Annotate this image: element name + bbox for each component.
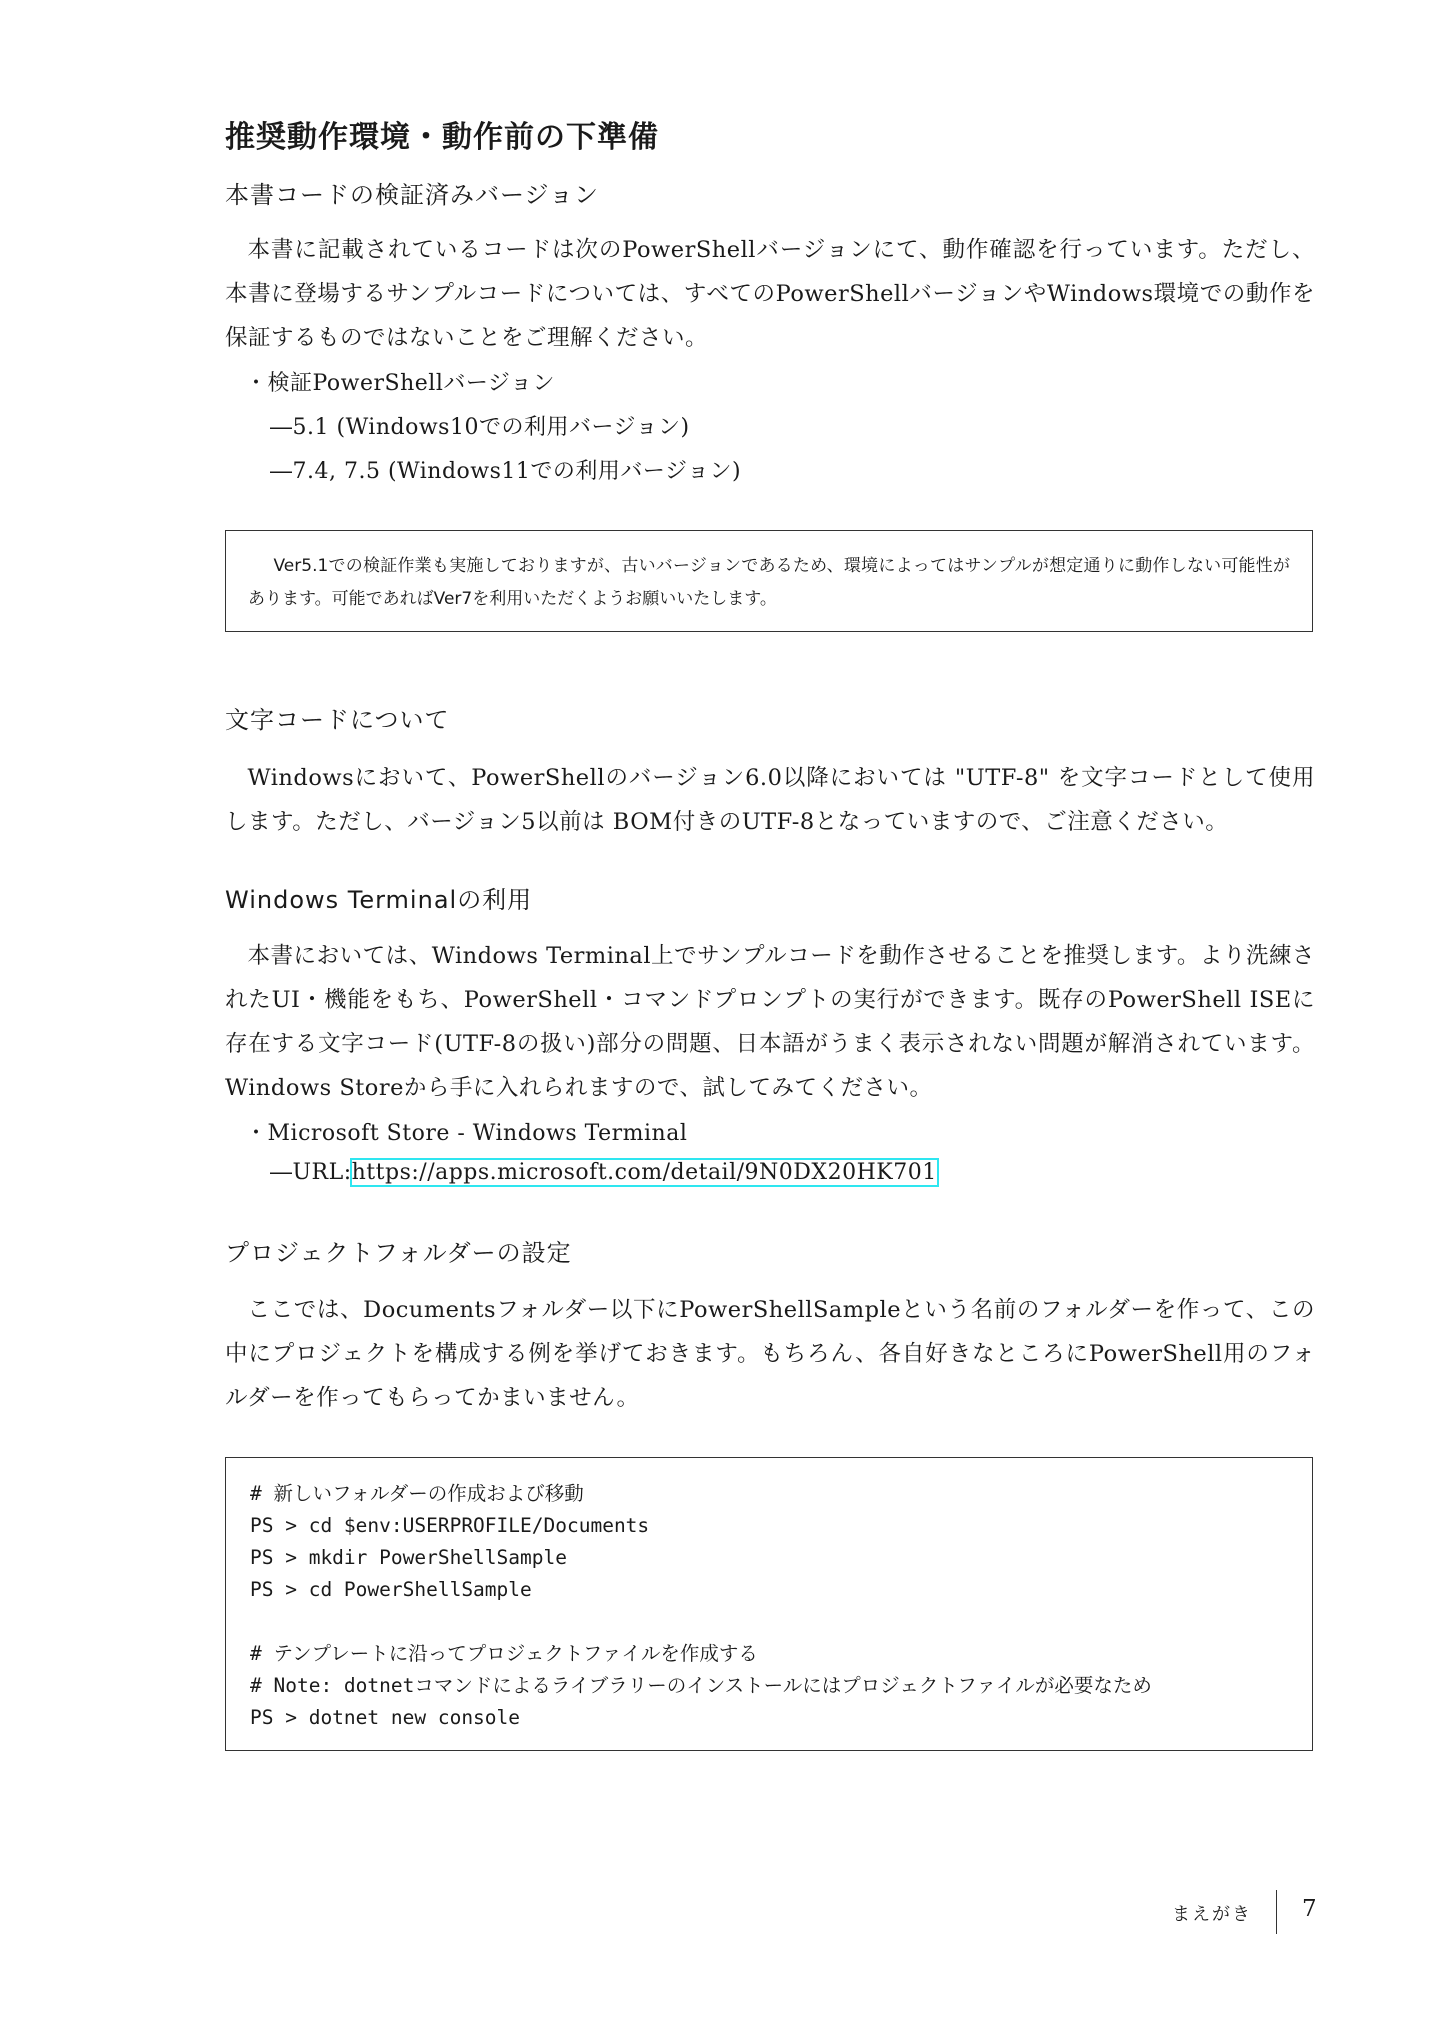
code-line [250, 1606, 1288, 1638]
url-line [270, 1160, 937, 1185]
version-note-text: Ver5.1での検証作業も実施しておりますが、古いバージョンであるため、環境によってはサンプルが想定通りに動作しない可能性があります。可能であればVer7を利用いただくようお願いいたします。 [248, 556, 1290, 609]
paragraph-project-folder: ここでは、Documentsフォルダー以下にPowerShellSampleという名前のフォルダーを作って、この中にプロジェクトを構成する例を挙げておきます。もちろん、各自好きなところにPowerShell用のフォルダーを作ってもらってかまいません。 [225, 1297, 1315, 1411]
code-line: PS > mkdir PowerShellSample [250, 1546, 567, 1569]
bullet-verified-powershell: ・検証PowerShellバージョン [245, 371, 555, 396]
code-line: PS > dotnet new console [250, 1706, 521, 1729]
code-block [225, 1457, 1313, 1751]
code-line: # Note: dotnetコマンドによるライブラリーのインストールにはプロジェクトファイルが必要なため [250, 1674, 1152, 1697]
sub-item-version-7: ―7.4, 7.5 (Windows11での利用バージョン) [270, 459, 742, 484]
code-line: # 新しいフォルダーの作成および移動 [250, 1482, 584, 1505]
section-title-charset: 文字コードについて [225, 706, 450, 734]
version-note-box [225, 530, 1313, 632]
sub-item-version-5: ―5.1 (Windows10での利用バージョン) [270, 415, 690, 440]
code-line: PS > cd PowerShellSample [250, 1578, 532, 1601]
code-line: PS > cd $env:USERPROFILE/Documents [250, 1514, 650, 1537]
footer-divider [1276, 1890, 1277, 1934]
paragraph-verified-versions: 本書に記載されているコードは次のPowerShellバージョンにて、動作確認を行っています。ただし、本書に登場するサンプルコードについては、すべてのPowerShellバージョンやWindows環境での動作を保証するものではないことをご理解ください。 [225, 237, 1315, 351]
footer-page-number: 7 [1302, 1896, 1317, 1922]
bullet-microsoft-store: ・Microsoft Store - Windows Terminal [245, 1121, 688, 1146]
section-title-project-folder: プロジェクトフォルダーの設定 [225, 1239, 572, 1267]
section-title-verified-versions: 本書コードの検証済みバージョン [225, 181, 600, 209]
paragraph-charset: Windowsにおいて、PowerShellのバージョン6.0以降においては "UTF-8" を文字コードとして使用します。ただし、バージョン5以前は BOM付きのUTF-8となっていますので、ご注意ください。 [225, 765, 1315, 835]
store-url-link[interactable]: https://apps.microsoft.com/detail/9N0DX20HK701 [351, 1160, 937, 1185]
paragraph-terminal: 本書においては、Windows Terminal上でサンプルコードを動作させることを推奨します。より洗練されたUI・機能をもち、PowerShell・コマンドプロンプトの実行ができます。既存のPowerShell ISEに存在する文字コード(UTF-8の扱い)部分の問題、日本語がうまく表示されない問題が解消されています。Windows Storeから手に入れられますので、試してみてください。 [225, 943, 1315, 1101]
page-heading: 推奨動作環境・動作前の下準備 [225, 120, 659, 155]
url-prefix: ―URL: [270, 1160, 352, 1185]
section-title-terminal: Windows Terminalの利用 [225, 886, 533, 914]
footer-chapter-label: まえがき [1172, 1904, 1252, 1925]
code-line: # テンプレートに沿ってプロジェクトファイルを作成する [250, 1642, 758, 1665]
